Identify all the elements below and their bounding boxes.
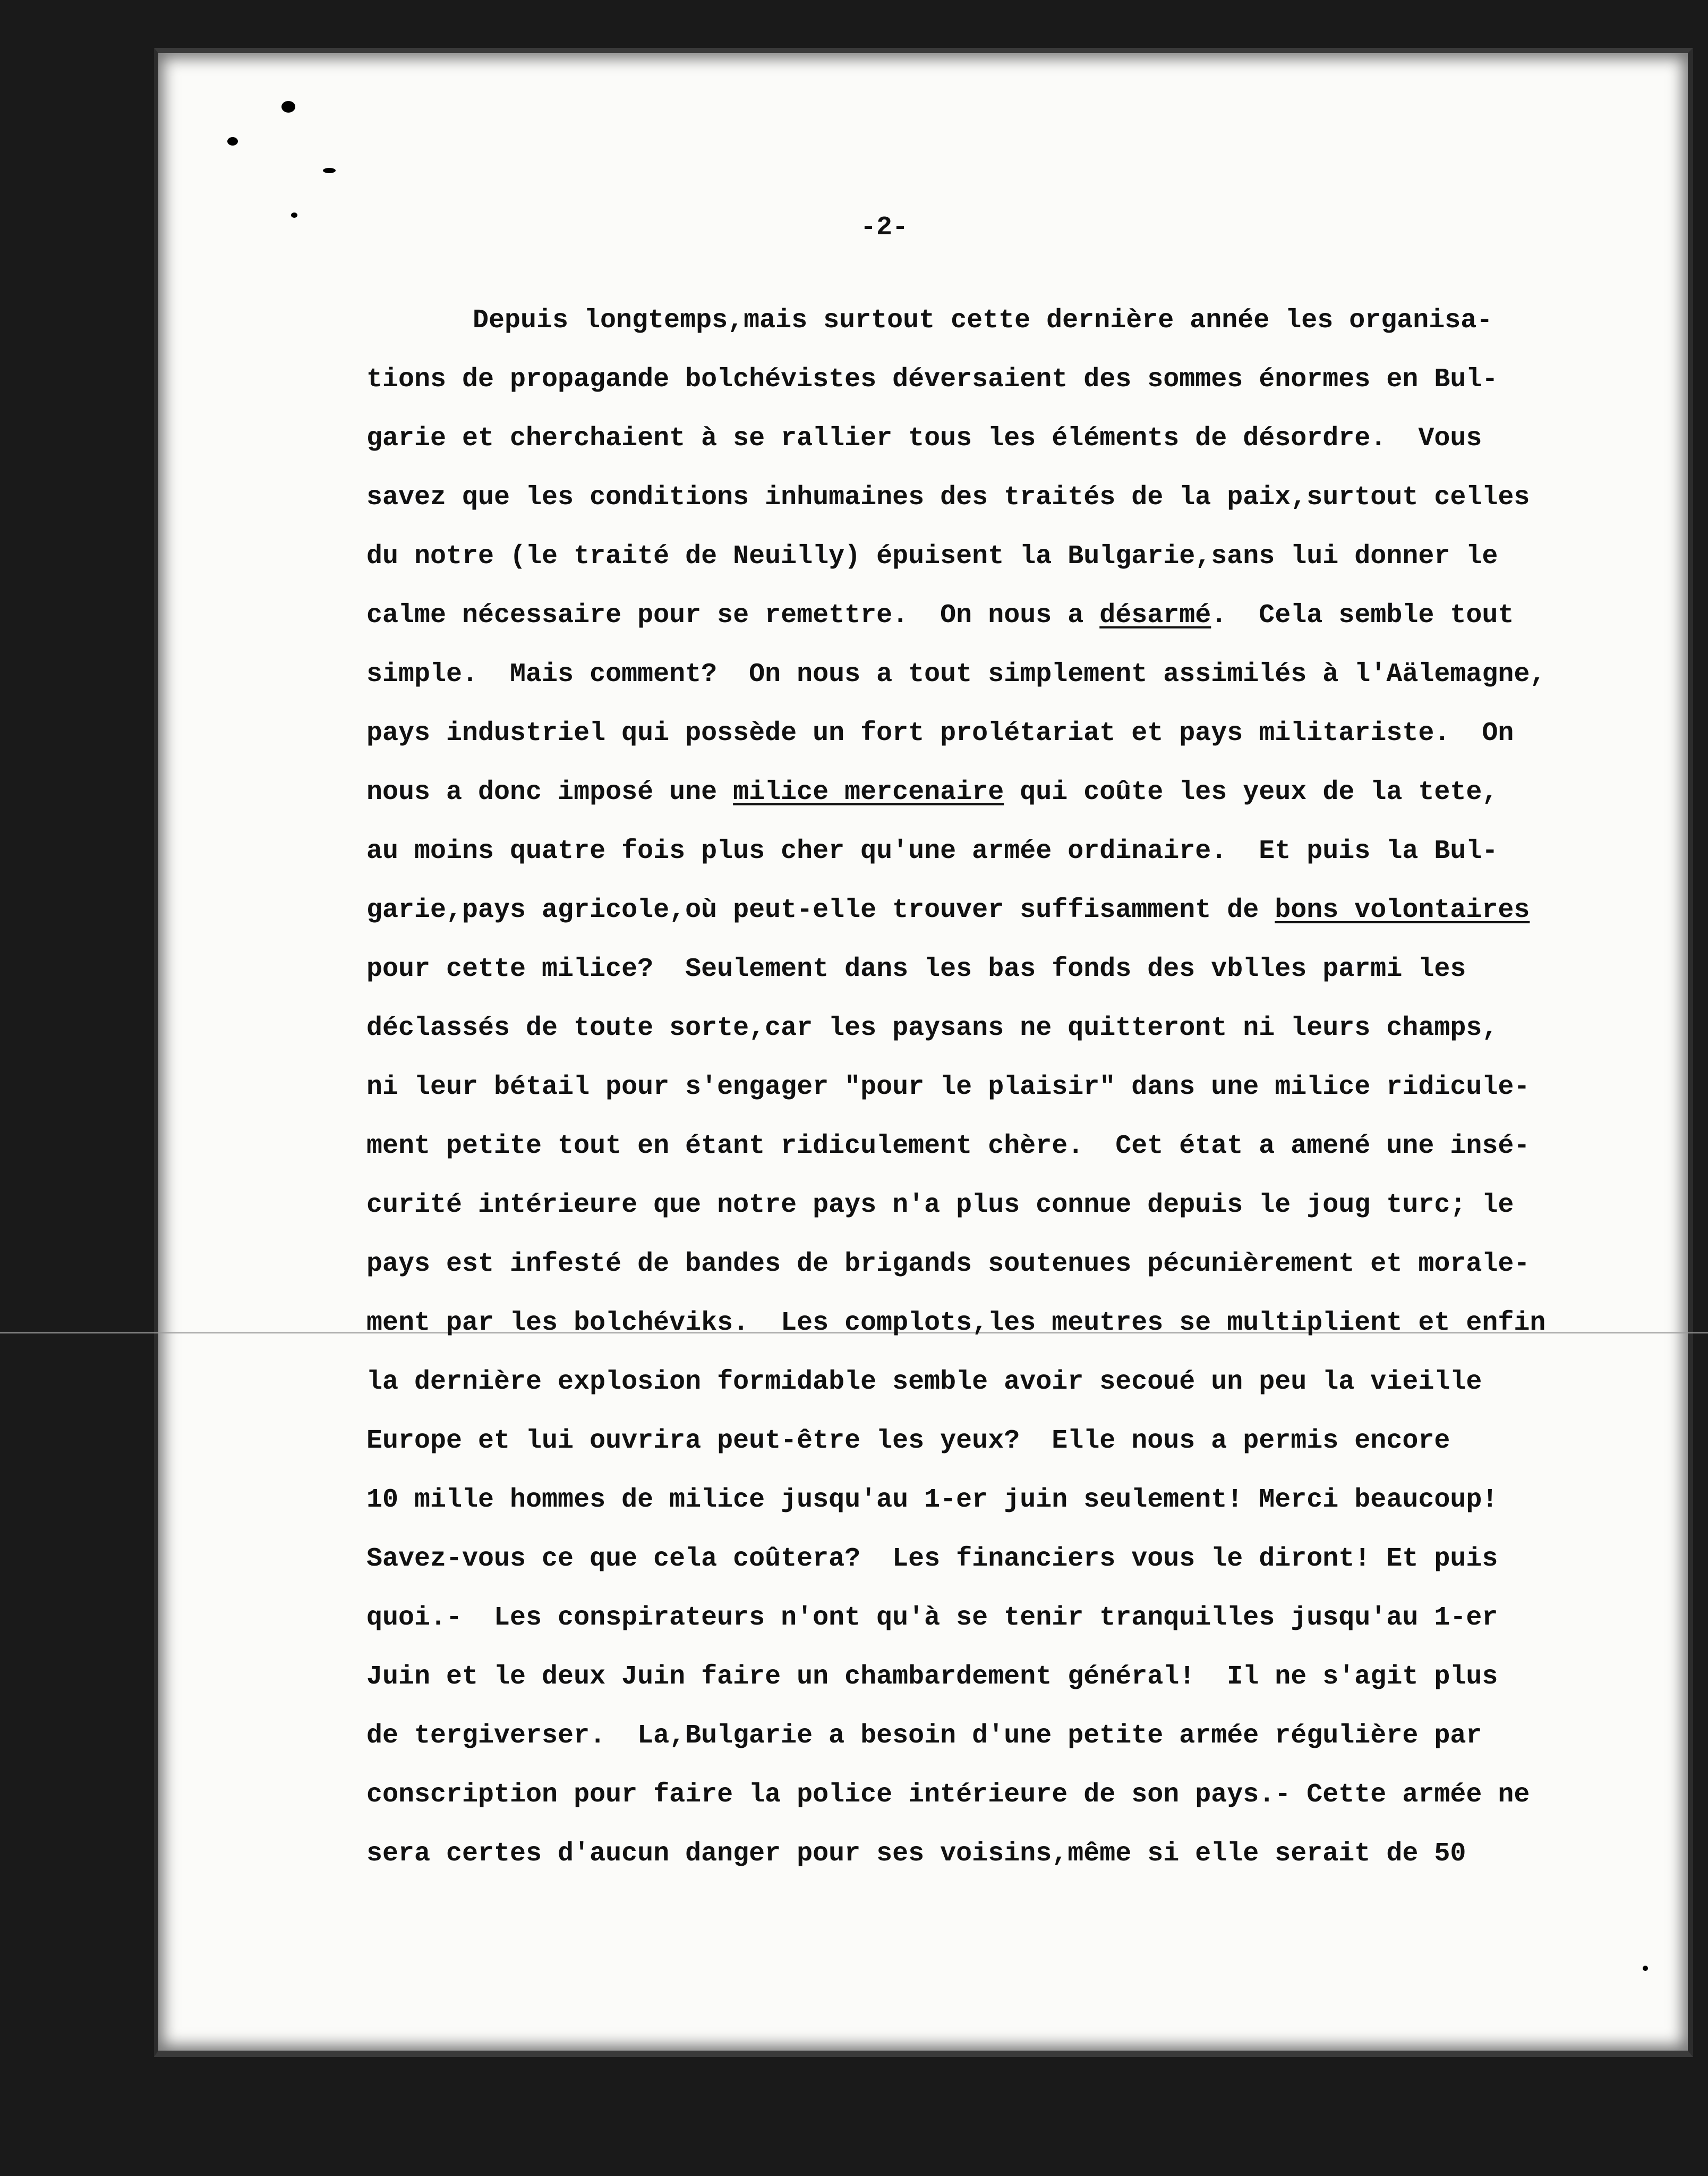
text-run: de tergiverser. La,Bulgarie a besoin d'une petite armée régulière par bbox=[366, 1721, 1482, 1751]
text-run: déclassés de toute sorte,car les paysans ne quitteront ni leurs champs, bbox=[366, 1013, 1498, 1043]
text-run: garie et cherchaient à se rallier tous les éléments de désordre. Vous bbox=[366, 423, 1482, 454]
text-run: du notre (le traité de Neuilly) épuisent la Bulgarie,sans lui donner le bbox=[366, 541, 1498, 572]
ink-speck bbox=[281, 101, 295, 113]
text-line bbox=[366, 881, 1641, 940]
text-line bbox=[366, 1412, 1641, 1470]
text-run: Depuis longtemps,mais surtout cette dernière année les organisa- bbox=[473, 305, 1493, 336]
text-run: savez que les conditions inhumaines des traités de la paix,surtout celles bbox=[366, 482, 1530, 513]
text-run: garie,pays agricole,où peut-elle trouver suffisamment de bbox=[366, 895, 1275, 925]
text-run: tions de propagande bolchévistes déversaient des sommes énormes en Bul- bbox=[366, 364, 1498, 395]
text-line bbox=[366, 527, 1641, 586]
text-line bbox=[366, 704, 1641, 763]
text-line bbox=[366, 350, 1641, 409]
letter-body-text bbox=[366, 291, 1641, 1883]
page-number: -2- bbox=[860, 212, 909, 243]
text-line bbox=[366, 1176, 1641, 1235]
text-line bbox=[366, 468, 1641, 527]
text-line bbox=[366, 409, 1641, 468]
text-run: pour cette milice? Seulement dans les bas fonds des vblles parmi les bbox=[366, 954, 1466, 984]
underlined-phrase: désarmé bbox=[1099, 600, 1211, 631]
text-run: simple. Mais comment? On nous a tout simplement assimilés à l'Aälemagne, bbox=[366, 659, 1546, 690]
ink-speck bbox=[227, 137, 238, 146]
text-run: pays est infesté de bandes de brigands soutenues pécunièrement et morale- bbox=[366, 1249, 1530, 1279]
text-line bbox=[366, 1058, 1641, 1117]
text-run: Savez-vous ce que cela coûtera? Les financiers vous le diront! Et puis bbox=[366, 1544, 1498, 1574]
text-line bbox=[366, 1117, 1641, 1176]
text-line bbox=[366, 763, 1641, 822]
text-run: curité intérieure que notre pays n'a plus connue depuis le joug turc; le bbox=[366, 1190, 1514, 1220]
text-run: au moins quatre fois plus cher qu'une armée ordinaire. Et puis la Bul- bbox=[366, 836, 1498, 866]
text-run: Juin et le deux Juin faire un chambardement général! Il ne s'agit plus bbox=[366, 1662, 1498, 1692]
text-run: nous a donc imposé une bbox=[366, 777, 733, 808]
text-line bbox=[366, 1470, 1641, 1529]
text-run: calme nécessaire pour se remettre. On nous a bbox=[366, 600, 1100, 631]
text-line bbox=[366, 586, 1641, 645]
underlined-phrase: bons volontaires bbox=[1275, 895, 1530, 925]
text-run: sera certes d'aucun danger pour ses voisins,même si elle serait de 50 bbox=[366, 1839, 1466, 1869]
text-line bbox=[366, 1706, 1641, 1765]
text-run: pays industriel qui possède un fort prolétariat et pays militariste. On bbox=[366, 718, 1514, 749]
text-line bbox=[366, 822, 1641, 881]
text-line bbox=[366, 999, 1641, 1058]
text-run: . Cela semble tout bbox=[1211, 600, 1514, 631]
text-line bbox=[366, 1765, 1641, 1824]
text-line bbox=[366, 1235, 1641, 1294]
text-line bbox=[366, 645, 1641, 704]
text-run: la dernière explosion formidable semble avoir secoué un peu la vieille bbox=[366, 1367, 1482, 1397]
text-line bbox=[366, 1353, 1641, 1412]
text-line bbox=[366, 1529, 1641, 1588]
text-line bbox=[366, 940, 1641, 999]
text-line bbox=[366, 1588, 1641, 1647]
text-run: Europe et lui ouvrira peut-être les yeux? Elle nous a permis encore bbox=[366, 1426, 1450, 1456]
ink-speck bbox=[323, 168, 336, 173]
text-run: ment par les bolchéviks. Les complots,les meutres se multiplient et enfin bbox=[366, 1308, 1546, 1338]
text-line bbox=[366, 291, 1641, 350]
ink-speck bbox=[1643, 1966, 1648, 1971]
text-run: ni leur bétail pour s'engager "pour le plaisir" dans une milice ridicule- bbox=[366, 1072, 1530, 1102]
underlined-phrase: milice mercenaire bbox=[733, 777, 1004, 808]
text-line bbox=[366, 1294, 1641, 1353]
text-run: qui coûte les yeux de la tete, bbox=[1004, 777, 1498, 808]
ink-speck bbox=[291, 212, 297, 218]
text-line bbox=[366, 1647, 1641, 1706]
text-line bbox=[366, 1824, 1641, 1883]
text-run: conscription pour faire la police intérieure de son pays.- Cette armée ne bbox=[366, 1780, 1530, 1810]
text-run: 10 mille hommes de milice jusqu'au 1-er juin seulement! Merci beaucoup! bbox=[366, 1485, 1498, 1515]
text-run: ment petite tout en étant ridiculement chère. Cet état a amené une insé- bbox=[366, 1131, 1530, 1161]
text-run: quoi.- Les conspirateurs n'ont qu'à se tenir tranquilles jusqu'au 1-er bbox=[366, 1603, 1498, 1633]
